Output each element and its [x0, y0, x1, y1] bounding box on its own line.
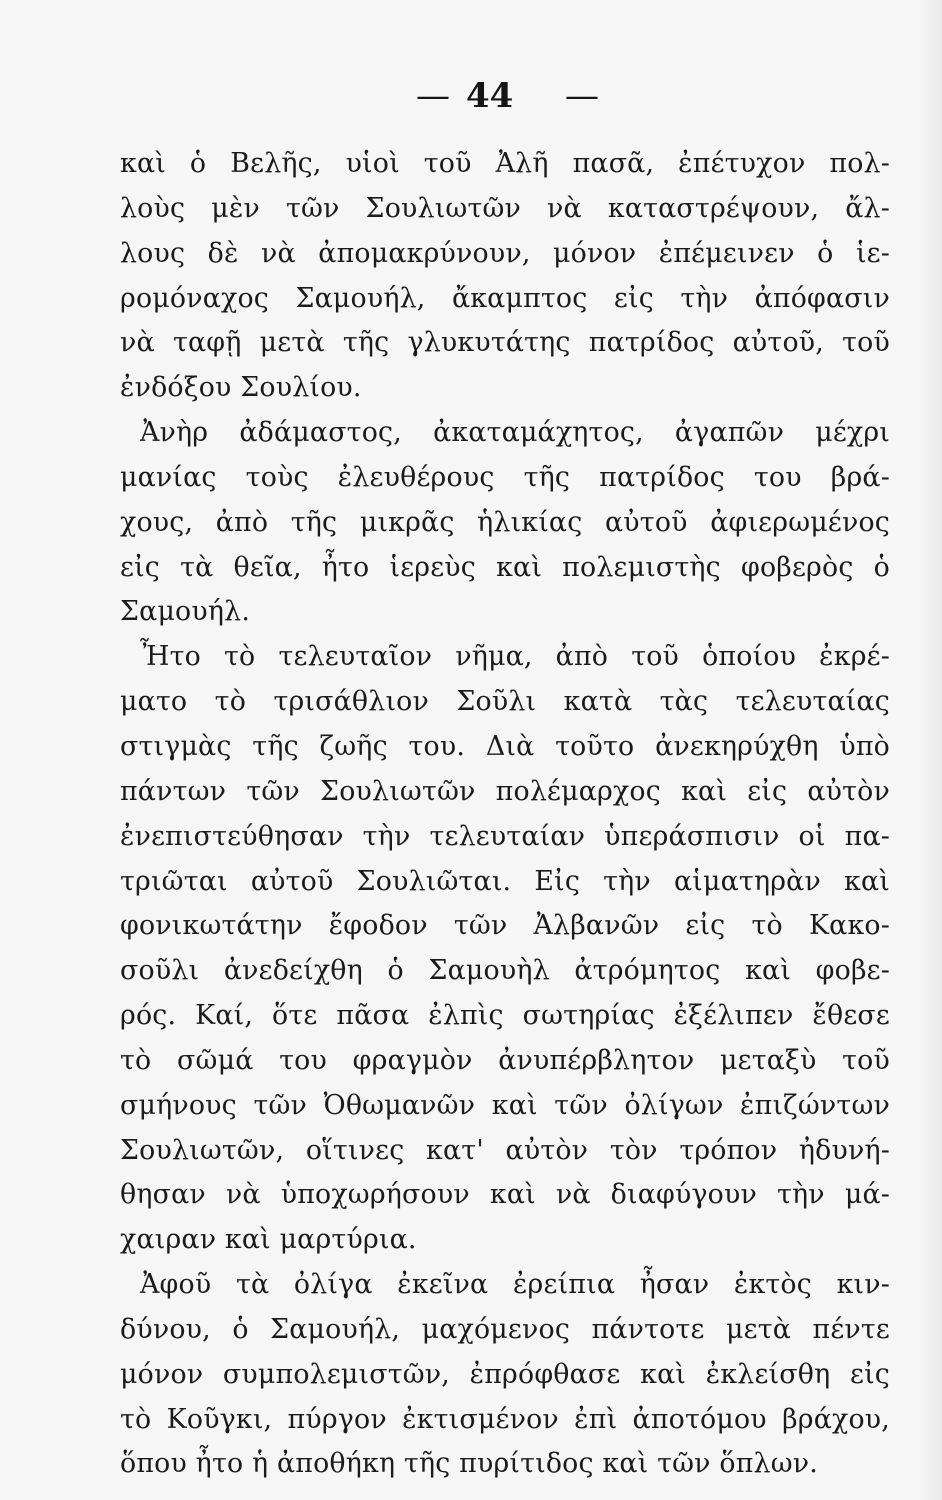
- text-line: νὰ ταφῇ μετὰ τῆς γλυκυτάτης πατρίδος αὐτοῦ, τοῦ: [120, 327, 890, 359]
- text-line: μανίας τοὺς ἐλευθέρους τῆς πατρίδος του βρά-: [120, 461, 890, 493]
- paragraph: [120, 411, 890, 635]
- text-line: τὸ σῶμά του φραγμὸν ἀνυπέρβλητον μεταξὺ τοῦ: [120, 1044, 890, 1076]
- text-line: τριῶται αὐτοῦ Σουλιῶται. Εἰς τὴν αἱματηρὰν καὶ: [120, 865, 890, 897]
- text-line: Σαμουήλ.: [120, 596, 251, 628]
- text-line: φονικωτάτην ἔφοδον τῶν Ἀλβανῶν εἰς τὸ Κακο-: [120, 910, 890, 942]
- text-line: χους, ἀπὸ τῆς μικρᾶς ἡλικίας αὐτοῦ ἀφιερωμένος: [120, 506, 890, 538]
- text-line: ματο τὸ τρισάθλιον Σοῦλι κατὰ τὰς τελευταίας: [120, 686, 890, 718]
- text-line: ἐνεπιστεύθησαν τὴν τελευταίαν ὑπεράσπισιν οἱ πα-: [120, 820, 890, 852]
- text-line: σοῦλι ἀνεδείχθη ὁ Σαμουὴλ ἀτρόμητος καὶ φοβε-: [120, 955, 890, 987]
- text-line: εἰς τὰ θεῖα, ἦτο ἱερεὺς καὶ πολεμιστὴς φοβερὸς ὁ: [120, 551, 890, 583]
- page-edge-shadow: [918, 0, 942, 1500]
- header-dash-left: —: [416, 76, 450, 116]
- page-header: [0, 66, 942, 116]
- text-line: στιγμὰς τῆς ζωῆς του. Διὰ τοῦτο ἀνεκηρύχθη ὑπὸ: [120, 730, 890, 762]
- text-line: ρός. Καί, ὅτε πᾶσα ἐλπὶς σωτηρίας ἐξέλιπεν ἔθεσε: [120, 1000, 890, 1032]
- body-text: [120, 142, 890, 1487]
- paragraph: [120, 635, 890, 1263]
- header-dash-right: —: [565, 76, 599, 116]
- page-number: 44: [466, 76, 514, 116]
- text-line: θησαν νὰ ὑποχωρήσουν καὶ νὰ διαφύγουν τὴν μά-: [120, 1179, 890, 1211]
- text-line: ἐνδόξου Σουλίου.: [120, 372, 362, 404]
- text-line: Σουλιωτῶν, οἵτινες κατ' αὐτὸν τὸν τρόπον ἠδυνή-: [120, 1134, 890, 1166]
- paragraph: [120, 142, 890, 411]
- paragraph: [120, 1263, 890, 1487]
- text-line: δύνου, ὁ Σαμουήλ, μαχόμενος πάντοτε μετὰ πέντε: [120, 1313, 890, 1345]
- text-line: ρομόναχος Σαμουήλ, ἄκαμπτος εἰς τὴν ἀπόφασιν: [120, 282, 890, 314]
- text-line: λους δὲ νὰ ἀπομακρύνουν, μόνον ἐπέμεινεν ὁ ἱε-: [120, 237, 890, 269]
- text-line: Ἦτο τὸ τελευταῖον νῆμα, ἀπὸ τοῦ ὁποίου ἐκρέ-: [140, 641, 890, 673]
- text-line: Ἀφοῦ τὰ ὀλίγα ἐκεῖνα ἐρείπια ἦσαν ἐκτὸς κιν-: [140, 1269, 890, 1301]
- text-line: χαιραν καὶ μαρτύρια.: [120, 1224, 417, 1256]
- text-line: μόνον συμπολεμιστῶν, ἐπρόφθασε καὶ ἐκλείσθη εἰς: [120, 1358, 890, 1390]
- text-line: ὅπου ἦτο ἡ ἀποθήκη τῆς πυρίτιδος καὶ τῶν ὅπλων.: [120, 1448, 818, 1480]
- text-line: καὶ ὁ Βελῆς, υἱοὶ τοῦ Ἀλῆ πασᾶ, ἐπέτυχον πολ-: [120, 148, 890, 179]
- text-line: λοὺς μὲν τῶν Σουλιωτῶν νὰ καταστρέψουν, ἄλ-: [120, 192, 890, 224]
- text-line: σμήνους τῶν Ὀθωμανῶν καὶ τῶν ὀλίγων ἐπιζώντων: [120, 1089, 890, 1121]
- text-line: τὸ Κοῦγκι, πύργον ἐκτισμένον ἐπὶ ἀποτόμου βράχου,: [120, 1403, 890, 1435]
- text-line: Ἀνὴρ ἀδάμαστος, ἀκαταμάχητος, ἀγαπῶν μέχρι: [140, 417, 890, 449]
- text-line: πάντων τῶν Σουλιωτῶν πολέμαρχος καὶ εἰς αὐτὸν: [120, 775, 890, 807]
